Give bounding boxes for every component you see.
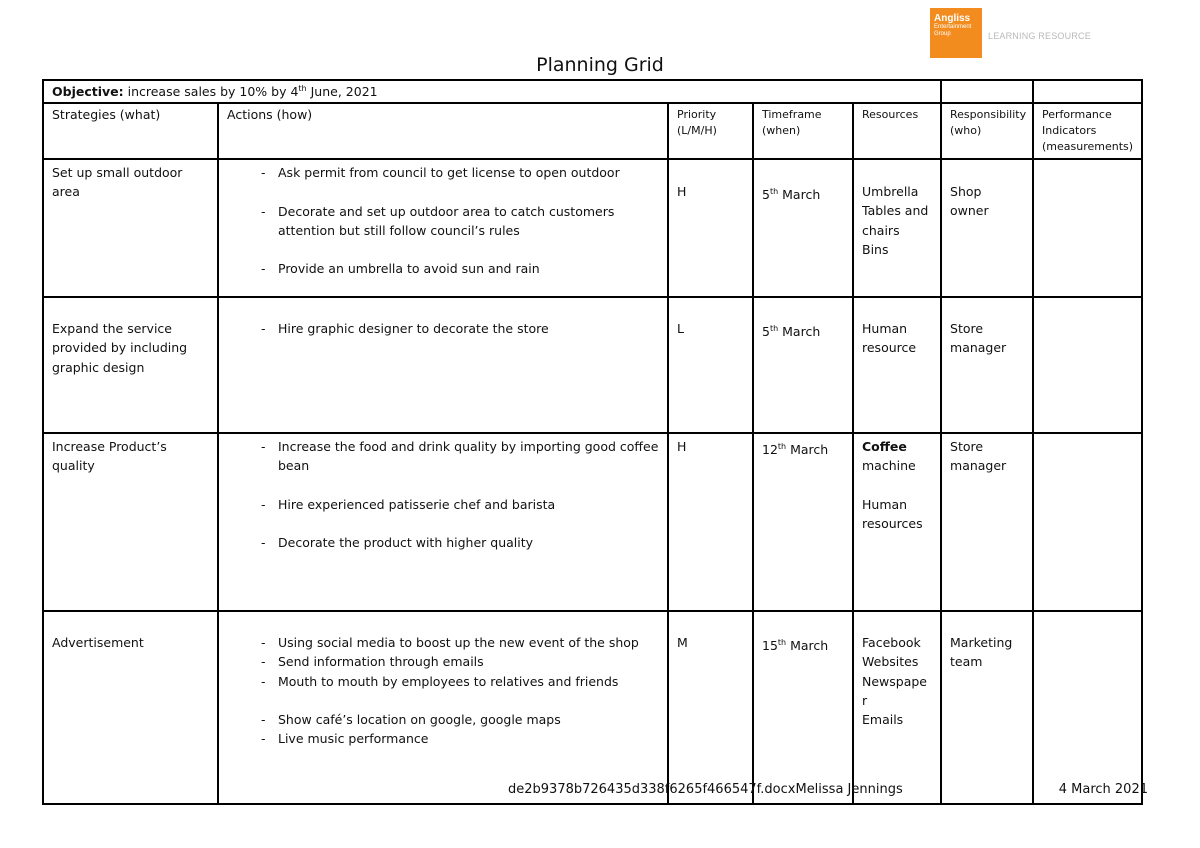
actions-cell <box>218 433 668 611</box>
header-actions: Actions (how) <box>218 103 668 159</box>
objective-empty-cell <box>1033 80 1142 103</box>
timeframe-day: 15 <box>762 638 778 654</box>
header-priority-line: Priority <box>677 108 717 122</box>
objective-row <box>43 80 1142 103</box>
action-item: - Provide an umbrella to avoid sun and rain <box>227 259 659 278</box>
resource-line: Facebook <box>862 635 921 651</box>
timeframe-value <box>762 437 844 459</box>
timeframe-day: 5 <box>762 324 770 340</box>
priority-value: H <box>677 439 687 455</box>
header-priority <box>668 103 753 159</box>
responsibility-line: manager <box>950 458 1007 474</box>
company-logo <box>930 8 982 58</box>
actions-cell <box>218 297 668 433</box>
header-priority-line: (L/M/H) <box>677 124 717 138</box>
timeframe-cell <box>753 433 853 611</box>
header-performance-line: Indicators <box>1042 124 1097 138</box>
strategy-line: Set up small outdoor <box>52 165 183 181</box>
responsibility-line: Shop <box>950 184 982 200</box>
strategy-line: Increase Product’s <box>52 439 167 455</box>
action-item: - Ask permit from council to get license to open outdoor <box>227 163 659 182</box>
resources-cell <box>853 433 941 611</box>
planning-grid-table <box>42 79 1143 805</box>
action-item: - Increase the food and drink quality by importing good coffee bean <box>227 437 659 475</box>
resource-line: Websites <box>862 654 919 670</box>
header-responsibility-line: (who) <box>950 124 982 138</box>
priority-value: M <box>677 635 688 651</box>
table-row <box>43 611 1142 804</box>
timeframe-cell <box>753 611 853 804</box>
objective-text-b: June, 2021 <box>306 84 378 100</box>
resource-line: r <box>862 692 868 708</box>
header-timeframe-line: Timeframe <box>762 108 822 122</box>
header-performance-line: Performance <box>1042 108 1112 122</box>
resources-cell <box>853 611 941 804</box>
resource-line: Human <box>862 496 908 512</box>
responsibility-cell <box>941 433 1033 611</box>
responsibility-line: team <box>950 654 983 670</box>
action-item: - Hire experienced patisserie chef and barista <box>227 495 659 514</box>
resource-line: Newspape <box>862 673 927 689</box>
responsibility-cell <box>941 159 1033 297</box>
header-responsibility-line: Responsibility <box>950 108 1027 122</box>
responsibility-line: Marketing <box>950 635 1013 651</box>
strategy-line: Advertisement <box>52 635 144 651</box>
action-item: - Live music performance <box>227 729 659 748</box>
objective-empty-cell <box>941 80 1033 103</box>
timeframe-month: March <box>786 638 829 654</box>
header-responsibility <box>941 103 1033 159</box>
header-strategies: Strategies (what) <box>43 103 218 159</box>
strategy-line: quality <box>52 458 95 474</box>
strategy-line: Expand the service <box>52 321 172 337</box>
resource-line: resources <box>862 515 923 531</box>
action-item: - Show café’s location on google, google maps <box>227 710 659 729</box>
action-item: - Mouth to mouth by employees to relatives and friends <box>227 672 659 691</box>
header-resources: Resources <box>853 103 941 159</box>
action-item: - Decorate the product with higher quality <box>227 533 659 552</box>
logo-line2: Entertainment <box>934 24 972 30</box>
responsibility-cell <box>941 297 1033 433</box>
strategy-cell <box>43 433 218 611</box>
resource-line: chairs <box>862 222 900 238</box>
priority-value: L <box>677 321 684 337</box>
priority-value: H <box>677 184 687 200</box>
strategy-cell <box>43 159 218 297</box>
timeframe-cell <box>753 159 853 297</box>
resource-line: Emails <box>862 711 904 727</box>
resources-cell <box>853 159 941 297</box>
resource-line: resource <box>862 340 917 356</box>
header-row <box>43 103 1142 159</box>
performance-cell <box>1033 159 1142 297</box>
objective-label: Objective: <box>52 84 124 100</box>
responsibility-cell <box>941 611 1033 804</box>
resources-cell <box>853 297 941 433</box>
timeframe-sup: th <box>769 187 779 197</box>
header-performance <box>1033 103 1142 159</box>
header-timeframe <box>753 103 853 159</box>
timeframe-month: March <box>778 187 821 203</box>
table-row <box>43 433 1142 611</box>
responsibility-line: Store <box>950 439 984 455</box>
strategy-line: area <box>52 184 80 200</box>
actions-cell <box>218 159 668 297</box>
objective-sup: th <box>298 84 307 93</box>
objective-cell <box>43 80 941 103</box>
table-row <box>43 297 1142 433</box>
performance-cell <box>1033 433 1142 611</box>
responsibility-line: Store <box>950 321 984 337</box>
footer-date: 4 March 2021 <box>1058 782 1148 797</box>
timeframe-cell <box>753 297 853 433</box>
logo-line1: Angliss <box>934 13 971 24</box>
logo-line3: Group <box>934 31 951 37</box>
page-title: Planning Grid <box>536 54 664 76</box>
table-row <box>43 159 1142 297</box>
strategy-line: provided by including <box>52 340 188 356</box>
timeframe-day: 12 <box>762 442 778 458</box>
resource-line: machine <box>862 458 916 474</box>
timeframe-sup: th <box>777 442 787 452</box>
responsibility-line: owner <box>950 203 989 219</box>
action-item: - Using social media to boost up the new event of the shop <box>227 633 659 652</box>
footer-document-name: de2b9378b726435d338f6265f466547f.docxMelissa Jennings <box>508 782 903 797</box>
priority-cell <box>668 297 753 433</box>
timeframe-month: March <box>778 324 821 340</box>
timeframe-value <box>762 633 844 655</box>
resource-line: Bins <box>862 241 889 257</box>
performance-cell <box>1033 611 1142 804</box>
timeframe-sup: th <box>777 638 787 648</box>
timeframe-sup: th <box>769 324 779 334</box>
header-timeframe-line: (when) <box>762 124 801 138</box>
strategy-cell <box>43 297 218 433</box>
resource-line: Coffee <box>862 439 907 455</box>
action-item: - Hire graphic designer to decorate the store <box>227 319 659 338</box>
logo-tagline: LEARNING RESOURCE <box>988 31 1091 41</box>
objective-text-a: increase sales by 10% by 4 <box>123 84 299 100</box>
priority-cell <box>668 611 753 804</box>
performance-cell <box>1033 297 1142 433</box>
resource-line: Tables and <box>862 203 929 219</box>
actions-cell <box>218 611 668 804</box>
timeframe-month: March <box>786 442 829 458</box>
resource-line: Human <box>862 321 908 337</box>
timeframe-value <box>762 319 844 341</box>
priority-cell <box>668 159 753 297</box>
priority-cell <box>668 433 753 611</box>
header-performance-line: (measurements) <box>1042 140 1134 154</box>
timeframe-value <box>762 182 844 204</box>
timeframe-day: 5 <box>762 187 770 203</box>
action-item: - Decorate and set up outdoor area to catch customers attention but still follow council’s rules <box>227 202 659 240</box>
resource-line: Umbrella <box>862 184 919 200</box>
action-item: - Send information through emails <box>227 652 659 671</box>
strategy-line: graphic design <box>52 359 145 375</box>
responsibility-line: manager <box>950 340 1007 356</box>
strategy-cell <box>43 611 218 804</box>
